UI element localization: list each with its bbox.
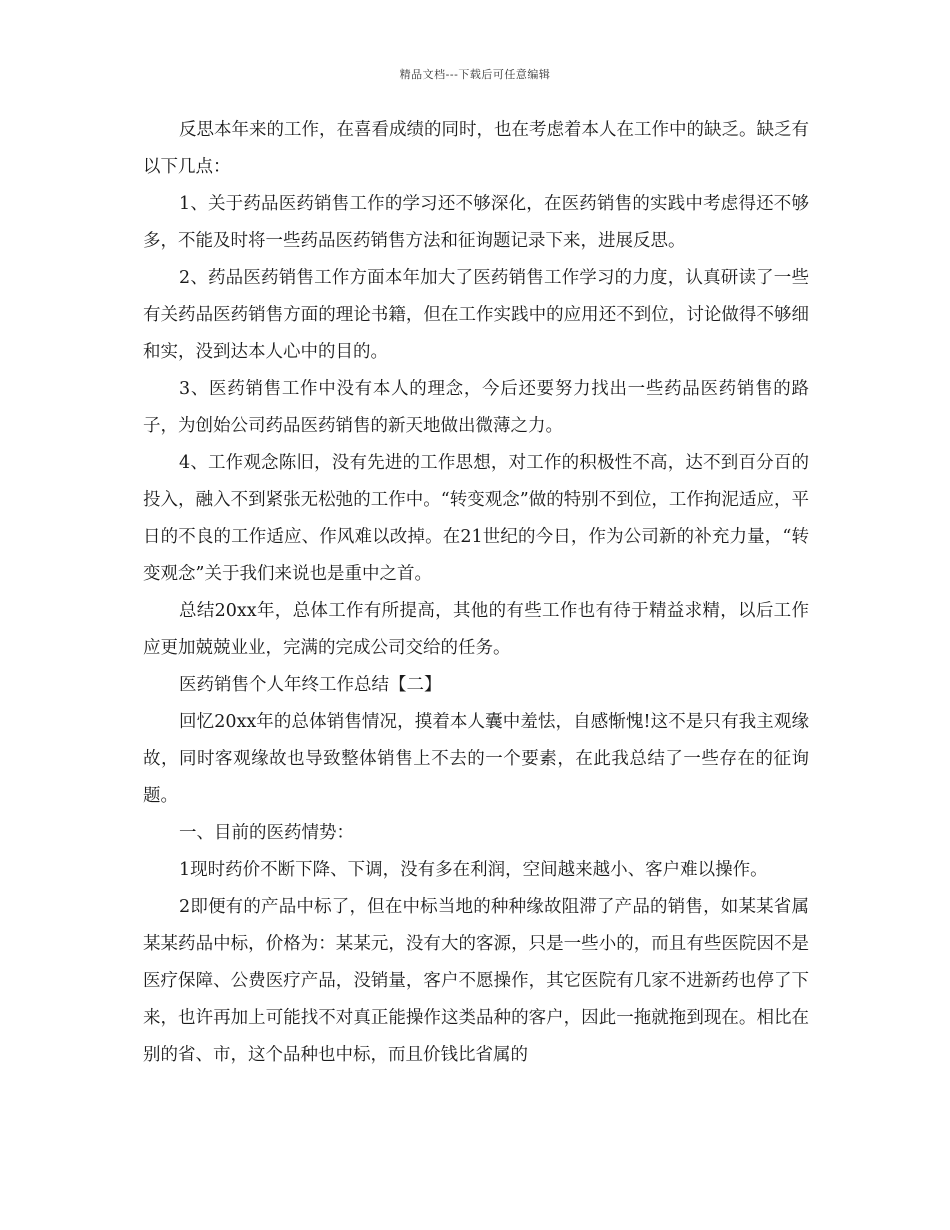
paragraph: 反思本年来的工作，在喜看成绩的同时，也在考虑着本人在工作中的缺乏。缺乏有以下几点： [143,120,809,177]
paragraph: 1现时药价不断下降、下调，没有多在利润，空间越来越小、客户难以操作。 [179,860,768,880]
paragraph: 总结20xx年，总体工作有所提高，其他的有些工作也有待于精益求精，以后工作应更加兢兢业业，完满的完成公司交给的任务。 [143,601,809,658]
paragraph: 3、医药销售工作中没有本人的理念，今后还要努力找出一些药品医药销售的路子，为创始公司药品医药销售的新天地做出微薄之力。 [143,379,809,436]
paragraph: 2即便有的产品中标了，但在中标当地的种种缘故阻滞了产品的销售，如某某省属某某药品中标，价格为：某某元，没有大的客源，只是一些小的，而且有些医院因不是医疗保障、公费医疗产品，没销量，客户不愿操作，其它医院有几家不进新药也停了下来，也许再加上可能找不对真正能操作这类品种的客户，因此一拖就拖到现在。相比在别的省、市，这个品种也中标，而且价钱比省属的 [143,897,809,1065]
section-heading: 医药销售个人年终工作总结【二】 [179,675,442,695]
paragraph: 2、药品医药销售工作方面本年加大了医药销售工作学习的力度，认真研读了一些有关药品医药销售方面的理论书籍，但在工作实践中的应用还不到位，讨论做得不够细和实，没到达本人心中的目的。 [143,268,809,362]
page-header: 精品文档---下载后可任意编辑 [399,68,551,81]
paragraph: 回忆20xx年的总体销售情况，摸着本人囊中羞怯，自感惭愧!这不是只有我主观缘故，同时客观缘故也导致整体销售上不去的一个要素，在此我总结了一些存在的征询题。 [143,712,809,806]
paragraph: 1、关于药品医药销售工作的学习还不够深化，在医药销售的实践中考虑得还不够多，不能及时将一些药品医药销售方法和征询题记录下来，进展反思。 [143,194,809,251]
document-body [143,112,809,1074]
subsection-heading: 一、目前的医药情势： [179,823,354,843]
paragraph: 4、工作观念陈旧，没有先进的工作思想，对工作的积极性不高，达不到百分百的投入，融入不到紧张无松弛的工作中。“转变观念”做的特别不到位，工作拘泥适应，平日的不良的工作适应、作风难以改掉。在21世纪的今日，作为公司新的补充力量，“转变观念”关于我们来说也是重中之首。 [143,453,809,584]
